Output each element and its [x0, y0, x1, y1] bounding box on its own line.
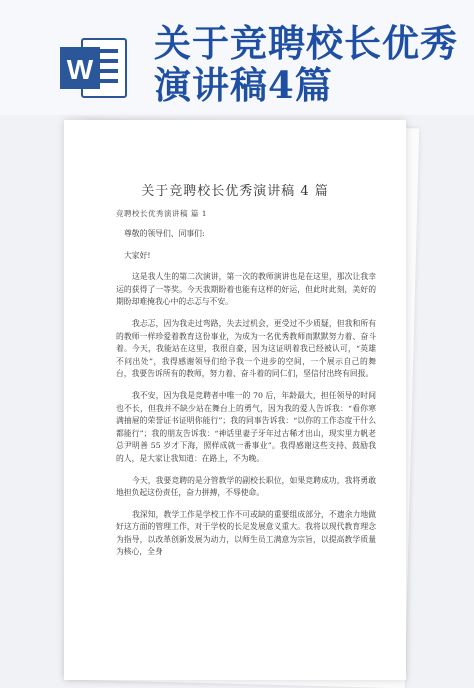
document-title: 关于竞聘校长优秀演讲稿 4 篇	[141, 184, 329, 199]
document-body	[116, 228, 376, 568]
body-paragraph: 今天，我要竞聘的是分管教学的副校长职位，如果竞聘成功，我将勇敢地担负起这份责任，奋力拼搏，不辱使命。	[116, 475, 376, 498]
word-icon-letter: W	[66, 54, 94, 85]
document-section-header: 竞聘校长优秀演讲稿 篇 1	[116, 209, 208, 218]
page-fade	[64, 640, 406, 680]
banner-title	[154, 22, 464, 106]
salutation: 尊敬的领导们、同事们:	[124, 229, 205, 238]
banner-title-line-2: 演讲稿4篇	[154, 63, 333, 107]
greeting: 大家好!	[124, 250, 151, 260]
body-paragraph: 我忐忑，因为我走过弯路，失去过机会，更受过不少质疑，但我和所有的教师一样珍爱着教育这份事业，为成为一名优秀教师而默默努力着、奋斗着。今天，我能站在这里，我很自豪，因为这证明着我已经被认可，“英雄不问出处”，我得感谢领导们给予我一个进步的空间，一个展示自己的舞台，我要告诉所有的教师，努力着、奋斗着的同仁们，坚信付出终有回报。	[116, 318, 376, 379]
body-paragraph: 我深知，教学工作是学校工作不可或缺的重要组成部分，不遗余力地做好这方面的管理工作，对于学校的长足发展意义重大。我将以现代教育理念为指导，以改革创新发展为动力，以师生员工满意为宗旨，以提高教学质量为核心，全身	[116, 509, 376, 557]
body-paragraph: 这是我人生的第二次演讲，第一次的教师演讲也是在这里，那次让我幸运的获得了一等奖。今天我期盼着也能有这样的好运，但此时此刻，美好的期盼却难掩我心中的忐忑与不安。	[116, 272, 376, 307]
word-document-icon	[58, 35, 130, 101]
banner-title-line-1: 关于竞聘校长优秀	[154, 21, 458, 65]
document-page	[64, 120, 406, 680]
body-paragraph: 我不安，因为我是竞聘者中唯一的 70 后，年龄最大，担任领导的时间也不长，但我并不缺少站在舞台上的勇气，因为我的爱人告诉我：“看你寒满抽屉的荣誉证书证明你能行”；我的同事告诉我：“以你的工作态度干什么都能行”；我的朋友告诉我：“神话里妻子牙年过古稀才出山，现实里力帆老总尹明善 55 岁才下海，照样成就一番事业”。我得感谢这些支持、鼓励我的人，是大家让我知道：在路上，不为晚。	[116, 390, 376, 463]
